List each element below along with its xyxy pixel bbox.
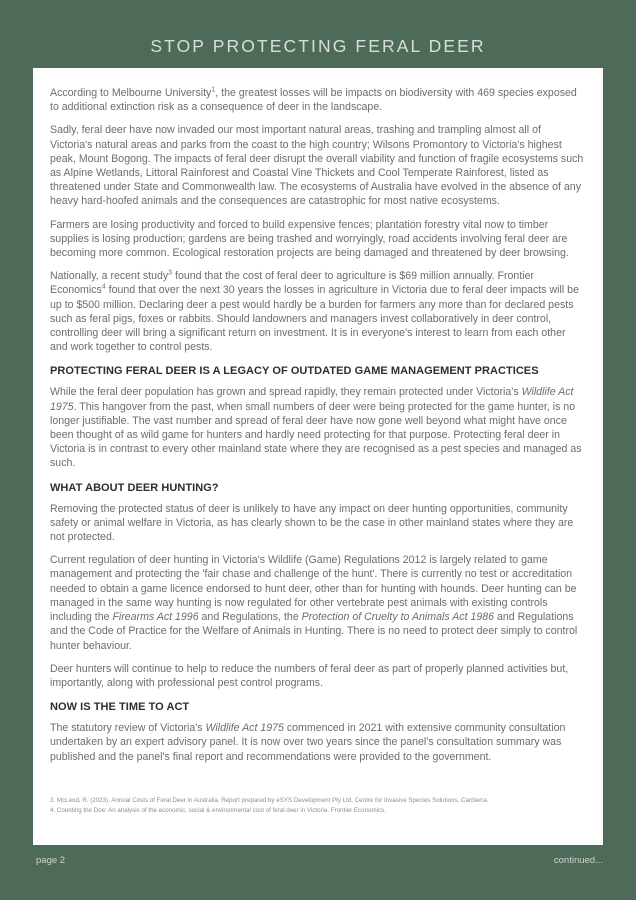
section-heading: WHAT ABOUT DEER HUNTING? [50,481,219,494]
page-title: STOP PROTECTING FERAL DEER [150,36,486,56]
paragraph: Farmers are losing productivity and forced to build expensive fences; plantation forestry vital now to timber supplies is losing production; gardens are being trashed and worryingly, road accidents involving feral deer are becoming more common. Ecological restoration projects are being damaged and threatened by deer browsing. [50,218,569,260]
paragraph: Nationally, a recent study$^3$ found that the cost of feral deer to agriculture is $69 million annually. Frontier Economics$^4$ found that over the next 30 years the losses in agriculture in Victoria due to feral deer impacts will be up to $500 million. Declaring deer a pest would hardly be a burden for farmers any more than for declared pests such as feral pigs, foxes or rabbits. Should landowners and managers invest collaboratively in deer control, controlling deer will bring a significant return on investment. It is in everyone's interest to learn from each other and work together to control pests. [50,269,579,354]
section-heading: PROTECTING FERAL DEER IS A LEGACY OF OUTDATED GAME MANAGEMENT PRACTICES [50,365,539,378]
paragraph: Sadly, feral deer have now invaded our most important natural areas, trashing and trampling almost all of Victoria's natural areas and parks from the coast to the high country; Wilsons Promontory to Victoria's highest peak, Mount Bogong. The impacts of feral deer disrupt the overall viability and function of fragile ecosystems such as Alpine Wetlands, Littoral Rainforest and Coastal Vine Thickets and Cool Temperate Rainforest, listed as threatened under State and Commonwealth law. The ecosystems of Australia have evolved in the absence of any heavy hard-hoofed animals and the consequences are catastrophic for most native ecosystems. [50,124,584,208]
intro-paragraphs [50,86,586,354]
footnote-item: 3. McLeod, R. (2023). Annual Costs of Feral Deer in Australia. Report prepared by eSYS Development Pty Ltd, Centre for Invasive Species Solutions, Canberra. [50,797,489,804]
footnotes [50,797,570,816]
section-deer-hunting [50,481,586,690]
paragraph: Removing the protected status of deer is unlikely to have any impact on deer hunting opportunities, community safety or animal welfare in Victoria, as has clearly shown to be the case in other mainland states where they are not protected. [50,502,574,544]
footnote-item: 4. Counting the Doe: An analysis of the economic, social & environmental cost of feral deer in Victoria. Frontier Economics. [50,806,386,814]
footer-page-number: page 2 [36,855,66,866]
section-time-to-act [50,700,586,764]
paragraph: Deer hunters will continue to help to reduce the numbers of feral deer as part of properly planned activities but, importantly, along with professional pest control programs. [50,662,569,689]
paragraph: The statutory review of Victoria's Wildlife Act 1975 commenced in 2021 with extensive community consultation undertaken by an expert advisory panel. It is now over two years since the panel's consultation summary was published and the panel's final report and recommendations were provided to the government. [50,722,566,763]
paragraph: While the feral deer population has grown and spread rapidly, they remain protected under Victoria's Wildlife Act 1975. This hangover from the past, when small numbers of deer were being protected for the game hunter, is no longer justifiable. The vast number and spread of feral deer have now gone well beyond what might have once been thought of as wild game for hunters and hardly need protecting for that purpose. Protecting feral deer in Victoria is in contrast to every other mainland state where they are recognised as a pest species and managed as such. [50,386,582,470]
paragraph: According to Melbourne University$^1$, the greatest losses will be impacts on biodiversity with 469 species exposed to additional extinction risk as a consequence of deer in the landscape. [50,86,577,114]
footer-bar [0,845,636,900]
section-heading: NOW IS THE TIME TO ACT [50,701,190,714]
section-legacy [50,364,586,470]
paragraph: Current regulation of deer hunting in Victoria's Wildlife (Game) Regulations 2012 is largely related to game management and protecting the 'fair chase and challenge of the hunt'. There is currently no test or accreditation needed to obtain a game licence endorsed to hunt deer, other than for hunting with hounds. Deer hunting can be managed in the same way hunting is now regulated for other vertebrate pest animals with existing controls including the Firearms Act 1996 and Regulations, the Protection of Cruelty to Animals Act 1986 and Regulations and the Code of Practice for the Welfare of Animals in Hunting. There is no need to protect deer simply to control hunter behaviour. [50,554,578,652]
document-card [33,68,603,845]
footer-continued-label: continued... [553,855,603,866]
